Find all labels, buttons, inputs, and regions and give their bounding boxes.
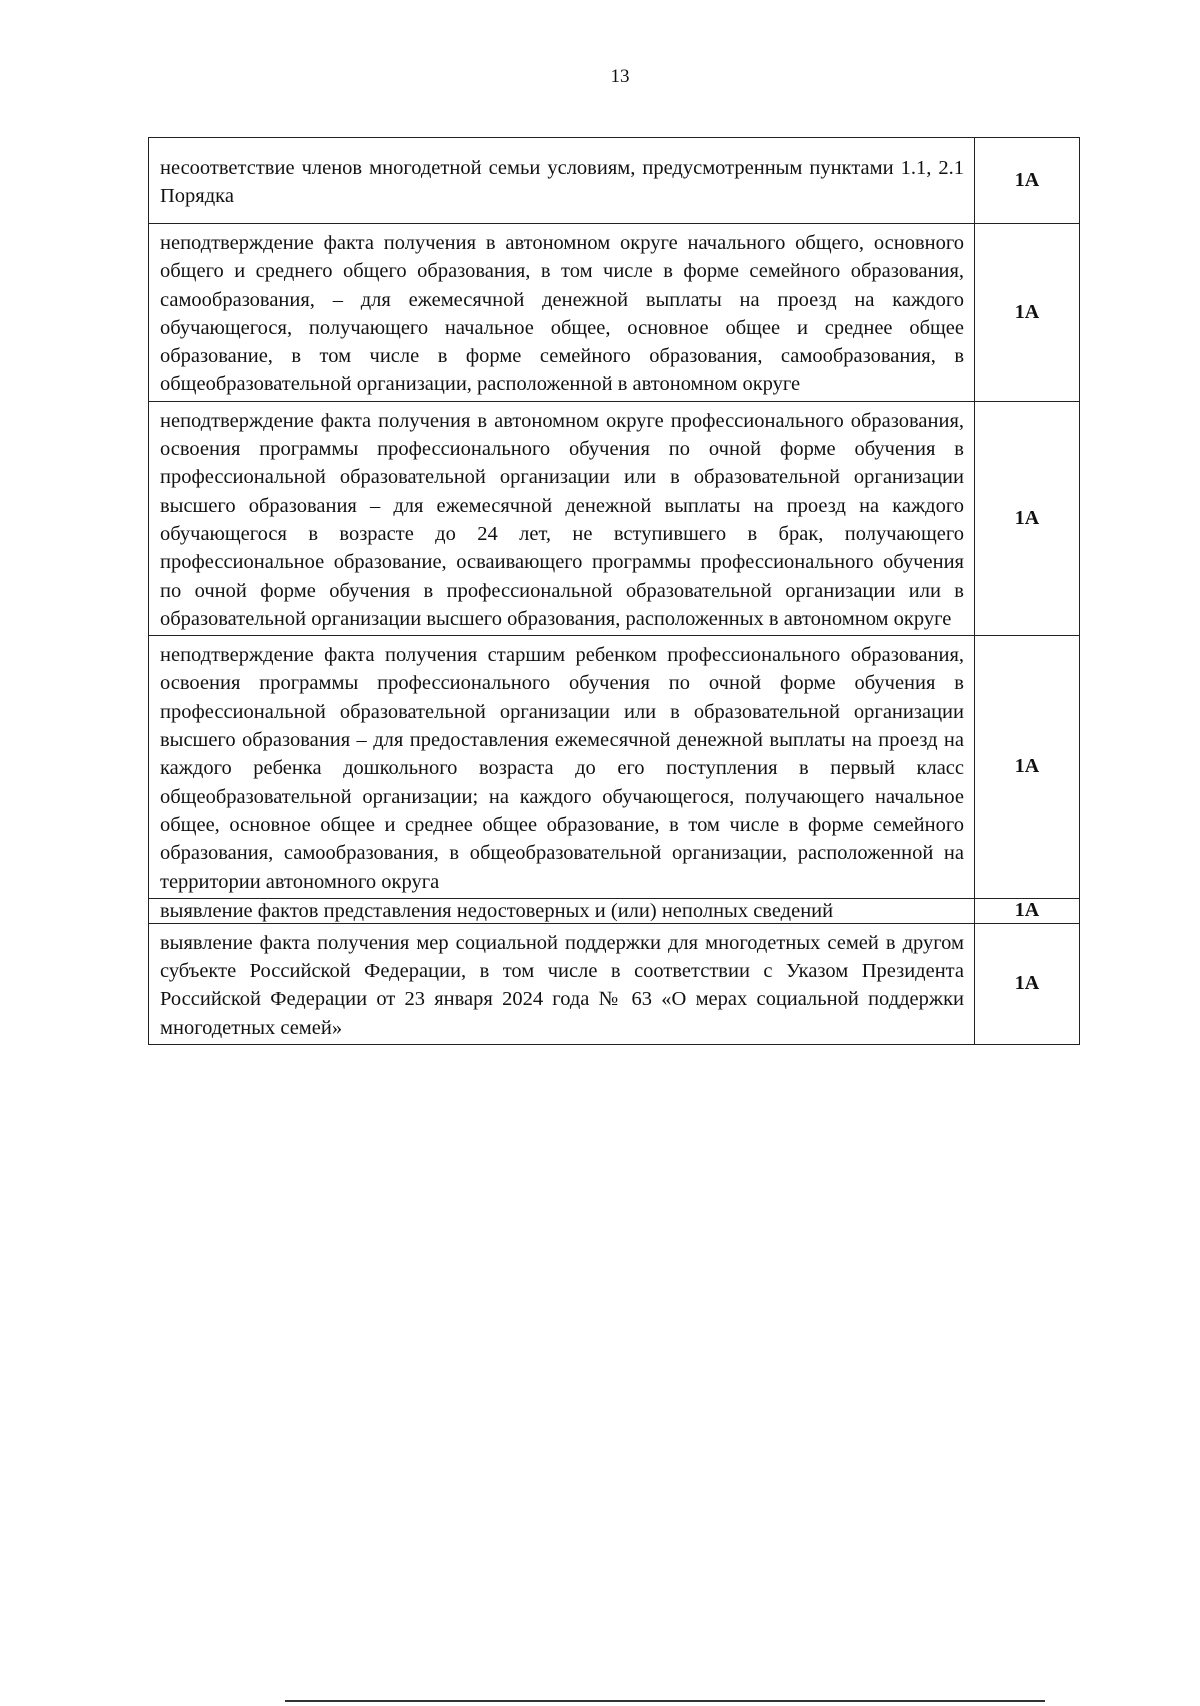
row-description: выявление факта получения мер социальной поддержки для многодетных семей в другом субъекте Российской Федерации, в том числе в соответствии с Указом Президента Российской Федерации от 23 января 2024 года № 63 «О мерах социальной поддержки многодетных семей» [149,923,975,1044]
row-code: 1А [975,898,1080,923]
row-code: 1А [975,138,1080,224]
grounds-table [148,137,1080,1045]
row-code: 1А [975,401,1080,635]
table-row [149,636,1080,899]
row-description: неподтверждение факта получения в автономном округе профессионального образования, освоения программы профессионального обучения по очной форме обучения в профессиональной образовательной организации или в образовательной организации высшего образования – для ежемесячной денежной выплаты на проезд на каждого обучающегося в возрасте до 24 лет, не вступившего в брак, получающего профессиональное образование, осваивающего программы профессионального обучения по очной форме обучения в профессиональной образовательной организации или в образовательной организации высшего образования, расположенных в автономном округе [149,401,975,635]
page-number: 13 [610,66,630,87]
table-row [149,898,1080,923]
table-row [149,224,1080,402]
row-code: 1А [975,224,1080,402]
row-code: 1А [975,923,1080,1044]
row-description: несоответствие членов многодетной семьи условиям, предусмотренным пунктами 1.1, 2.1 Порядка [149,138,975,224]
page-bottom-edge-line [285,1700,1045,1702]
table-row [149,401,1080,635]
row-code: 1А [975,636,1080,899]
table-row [149,138,1080,224]
row-description: неподтверждение факта получения в автономном округе начального общего, основного общего и среднего общего образования, в том числе в форме семейного образования, самообразования, – для ежемесячной денежной выплаты на проезд на каждого обучающегося, получающего начальное общее, основное общее и среднее общее образование, в том числе в форме семейного образования, самообразования, в общеобразовательной организации, расположенной в автономном округе [149,224,975,402]
row-description: неподтверждение факта получения старшим ребенком профессионального образования, освоения программы профессионального обучения по очной форме обучения в профессиональной образовательной организации или в образовательной организации высшего образования – для предоставления ежемесячной денежной выплаты на проезд на каждого ребенка дошкольного возраста до его поступления в первый класс общеобразовательной организации; на каждого обучающегося, получающего начальное общее, основное общее и среднее общее образование, в том числе в форме семейного образования, самообразования, в общеобразовательной организации, расположенной на территории автономного округа [149,636,975,899]
row-description: выявление фактов представления недостоверных и (или) неполных сведений [149,898,975,923]
table-row [149,923,1080,1044]
